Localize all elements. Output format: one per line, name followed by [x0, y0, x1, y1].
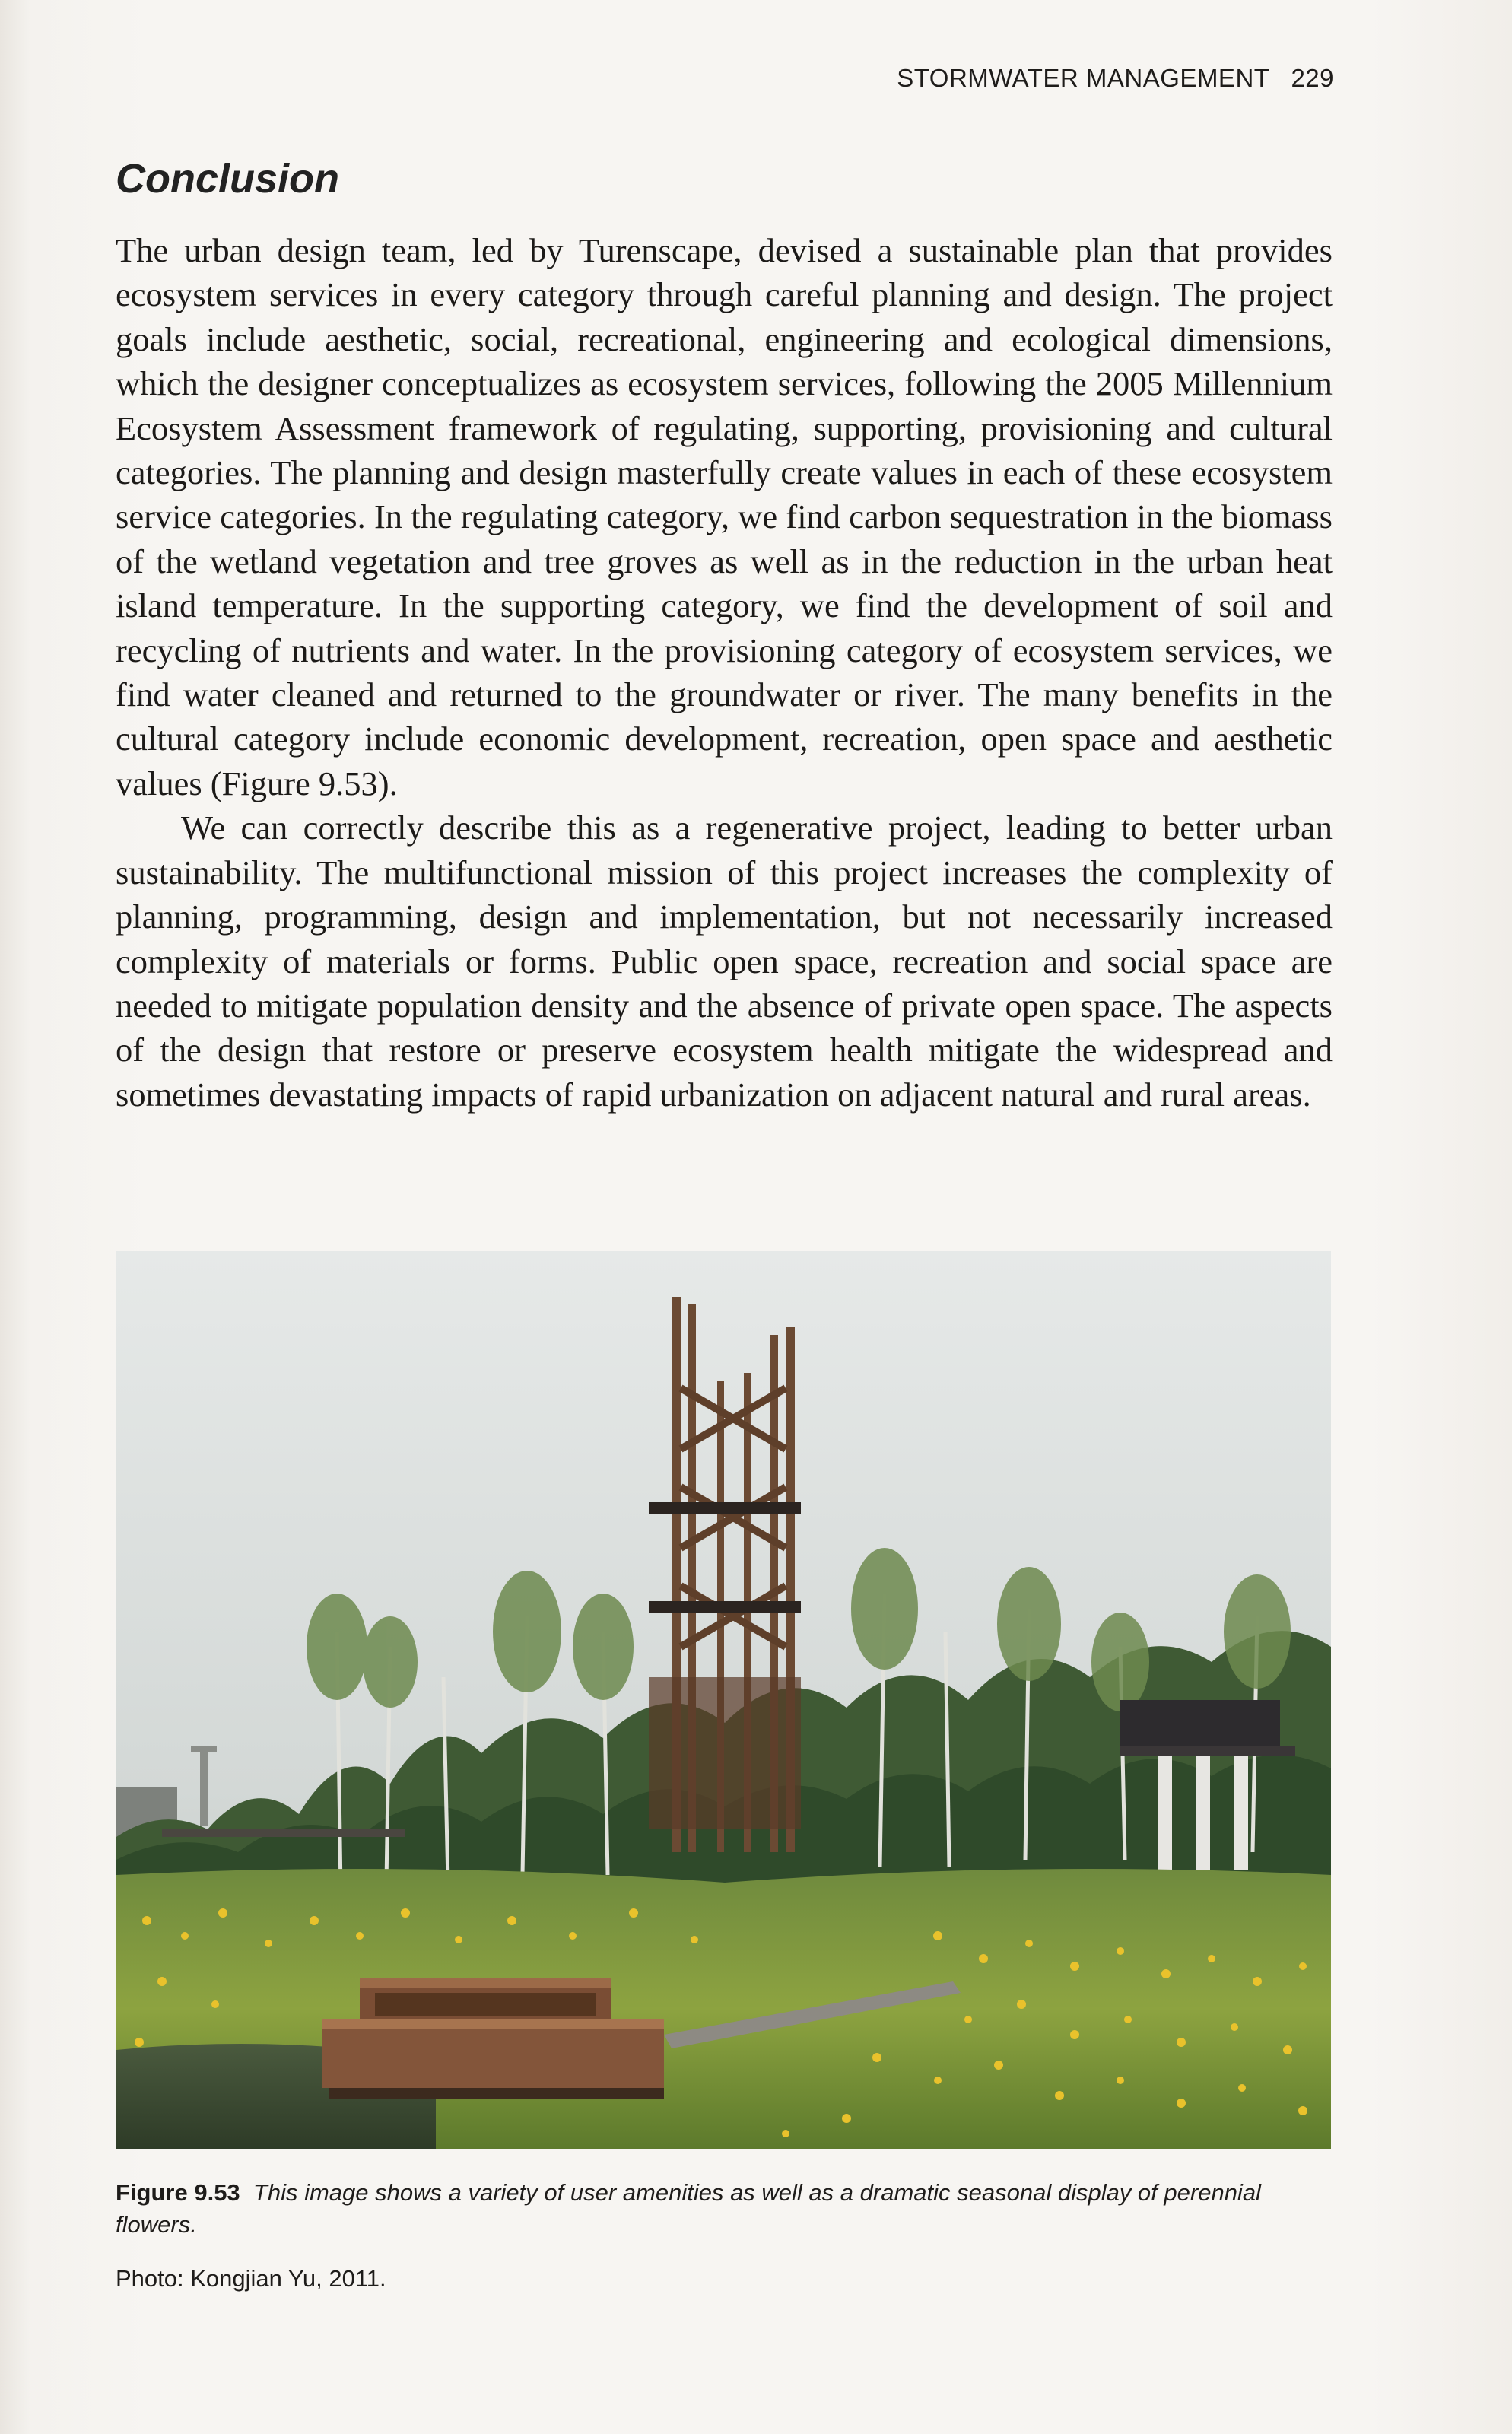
paragraph: The urban design team, led by Turenscape, devised a sustainable plan that provides ecosystem services in every category through careful planning and design. The project goals include aesthetic, social, recreational, engineering and ecological dimensions, which the designer conceptualizes as ecosystem services, following the 2005 Millennium Ecosystem Assessment framework of regulating, supporting, provisioning and cultural categories. The planning and design masterfully create values in each of these ecosystem service categories. In the regulating category, we find carbon sequestration in the biomass of the wetland vegetation and tree groves as well as in the reduction in the urban heat island temperature. In the supporting category, we find the development of soil and recycling of nutrients and water. In the provisioning category of ecosystem services, we find water cleaned and returned to the groundwater or river. The many benefits in the cultural category include economic development, recreation, open space and aesthetic values (Figure 9.53). [116, 231, 1333, 802]
paragraph: We can correctly describe this as a regenerative project, leading to better urban sustainability. The multifunctional mission of this project increases the complexity of planning, programming, design and implementation, but not necessarily increased complexity of materials or forms. Public open space, recreation and social space are needed to mitigate population density and the absence of private open space. The aspects of the design that restore or preserve ecosystem health mitigate the widespread and sometimes devastating impacts of rapid urbanization on adjacent natural and rural areas. [116, 809, 1333, 1114]
figure-photo [116, 1251, 1331, 2149]
body-text [116, 228, 1333, 1117]
page-number: 229 [1291, 64, 1334, 92]
photo-credit: Photo: Kongjian Yu, 2011. [116, 2265, 386, 2292]
wetland-park-photo [116, 1251, 1331, 2149]
figure-caption [116, 2177, 1340, 2241]
running-title: STORMWATER MANAGEMENT [897, 64, 1270, 92]
figure-label: Figure 9.53 [116, 2179, 240, 2206]
running-head [897, 64, 1334, 93]
section-title: Conclusion [116, 156, 339, 202]
figure-caption-text: This image shows a variety of user amenities as well as a dramatic seasonal display of perennial flowers. [116, 2179, 1261, 2238]
